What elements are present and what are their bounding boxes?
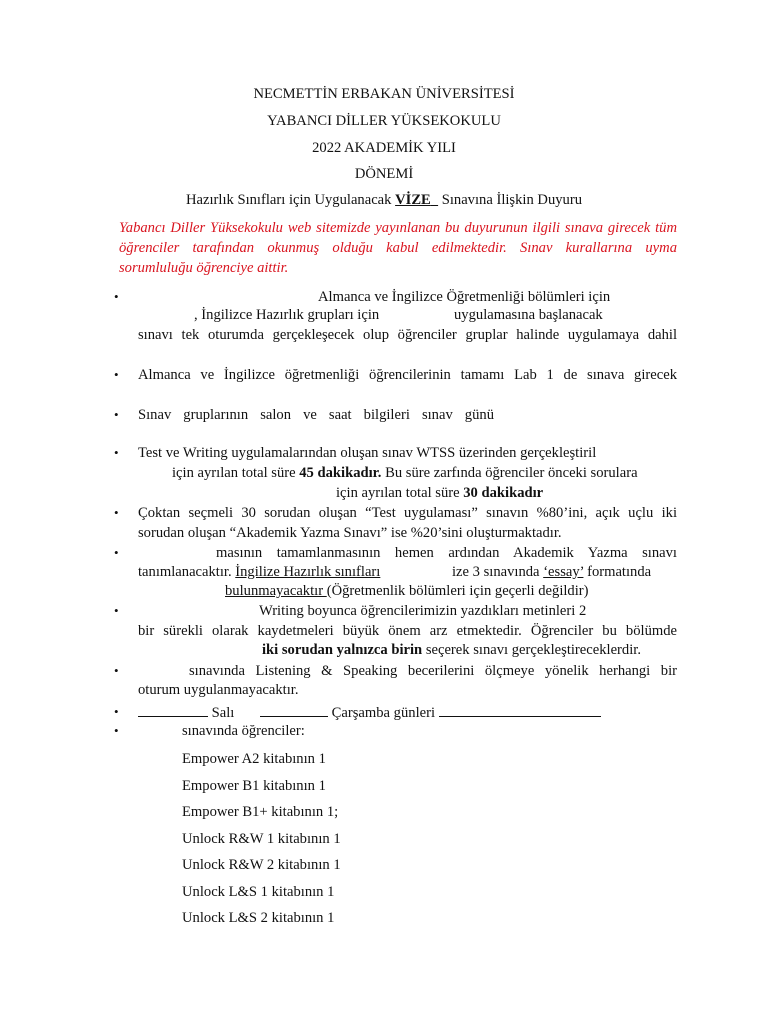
b7-line3b: seçerek sınavı gerçekleştireceklerdir. xyxy=(422,642,641,658)
b4-line3a: için ayrılan total süre xyxy=(336,485,464,501)
announcement-title xyxy=(0,192,768,209)
b1-line2a: , İngilizce Hazırlık grupları için xyxy=(194,307,380,323)
b6-line3 xyxy=(225,582,589,600)
bullet-icon: • xyxy=(114,603,119,618)
b6-essay-underlined: ‘essay’ xyxy=(543,564,584,580)
b4-line3 xyxy=(336,484,543,502)
title-exam: VİZE xyxy=(395,192,431,208)
b4-line2c: Bu süre zarfında öğrenciler önceki sorulara xyxy=(381,465,638,481)
b4-line2a: için ayrılan total süre xyxy=(172,465,300,481)
bullet-icon: • xyxy=(114,407,119,422)
b1-line2b: uygulamasına başlanacak xyxy=(454,307,603,323)
b4-line1: Test ve Writing uygulamalarından oluşan sınav WTSS üzerinden gerçekleştiril xyxy=(138,445,597,461)
title-before: Hazırlık Sınıfları için Uygulanacak xyxy=(186,192,396,208)
title-after: Sınavına İlişkin Duyuru xyxy=(438,192,582,208)
b7-line2: bir sürekli olarak kaydetmeleri büyük önem arz etmektedir. Öğrenciler bu bölümde xyxy=(138,623,677,639)
b9-sali: Salı xyxy=(211,705,235,721)
notice-paragraph: Yabancı Diller Yüksekokulu web sitemizde yayınlanan bu duyurunun ilgili sınava girecek tüm öğrenciler tarafından okunmuş olduğu kabul edilmektedir. Sınav kurallarına uyma sorumluluğu öğrenciye aittir. xyxy=(119,220,677,276)
bullet-icon: • xyxy=(114,545,119,560)
blank-field xyxy=(260,703,328,717)
bullet-icon: • xyxy=(114,704,119,719)
school-name: YABANCI DİLLER YÜKSEKOKULU xyxy=(267,113,501,129)
b6-line2-start xyxy=(138,563,380,581)
b7-line3 xyxy=(262,641,641,659)
university-name: NECMETTİN ERBAKAN ÜNİVERSİTESİ xyxy=(253,86,515,102)
b4-line2 xyxy=(172,464,638,482)
b6-line3b: (Öğretmenlik bölümleri için geçerli değildir) xyxy=(326,583,589,599)
blank-field xyxy=(439,703,601,717)
b7-line1: Writing boyunca öğrencilerimizin yazdıkları metinleri 2 xyxy=(259,603,587,619)
b6-hazirlik-underlined: İngilize Hazırlık sınıfları xyxy=(235,564,381,580)
bullet-icon: • xyxy=(114,505,119,520)
b1-line3: sınavı tek oturumda gerçekleşecek olup öğrenciler gruplar halinde uygulamaya dahil xyxy=(138,327,677,343)
bullet-icon: • xyxy=(114,289,119,304)
book-item: Unlock R&W 2 kitabının 1 xyxy=(182,857,341,873)
blank-field xyxy=(138,703,208,717)
book-item: Empower A2 kitabının 1 xyxy=(182,751,326,767)
b1-line1: Almanca ve İngilizce Öğretmenliği bölümleri için xyxy=(318,289,611,305)
b6-line1: masının tamamlanmasının hemen ardından Akademik Yazma sınavı xyxy=(216,545,677,561)
b4-duration-45: 45 dakikadır. xyxy=(299,465,382,481)
b6-line2e: formatında xyxy=(583,564,652,580)
term: DÖNEMİ xyxy=(354,166,414,182)
b6-bulunmayacaktir: bulunmayacaktır xyxy=(225,583,327,599)
b6-line2a: tanımlanacaktır. xyxy=(138,564,236,580)
book-item: Unlock L&S 2 kitabının 1 xyxy=(182,910,335,926)
bullet-icon: • xyxy=(114,663,119,678)
b3-line: Sınav grupları​nın salon ve saat bilgileri sınav günü xyxy=(138,407,494,423)
b6-line2c: ize 3 sınavında xyxy=(452,564,544,580)
bullet-icon: • xyxy=(114,723,119,738)
b9-carsamba: Çarşamba günleri xyxy=(331,705,436,721)
book-item: Unlock R&W 1 kitabının 1 xyxy=(182,831,341,847)
b9-line xyxy=(138,703,601,722)
book-item: Empower B1 kitabının 1 xyxy=(182,778,326,794)
b10-intro: sınavında öğrenciler: xyxy=(182,723,305,739)
b5-line2: sorudan oluşan “Akademik Yazma Sınavı” ise %20’sini oluşturmaktadır. xyxy=(138,525,562,541)
b8-line1: sınavında Listening & Speaking becerilerini ölçmeye yönelik herhangi bir xyxy=(189,663,677,679)
b2-line: Almanca ve İngilizce öğretmenliği öğrencilerinin tamamı Lab 1 de sınava girecek xyxy=(138,367,677,383)
b5-line1: Çoktan seçmeli 30 sorudan oluşan “Test uygulaması” sınavın %80’ini, açık uçlu iki xyxy=(138,505,677,521)
book-item: Empower B1+ kitabının 1; xyxy=(182,804,339,820)
academic-year: 2022 AKADEMİK YILI xyxy=(312,140,456,156)
b4-duration-30: 30 dakikadır xyxy=(463,485,544,501)
book-item: Unlock L&S 1 kitabının 1 xyxy=(182,884,335,900)
b6-line2-end xyxy=(452,563,651,581)
bullet-icon: • xyxy=(114,445,119,460)
b8-line2: oturum uygulanmayacaktır. xyxy=(138,682,299,698)
b7-bold: iki sorudan yalnızca birin xyxy=(262,642,423,658)
bullet-icon: • xyxy=(114,367,119,382)
